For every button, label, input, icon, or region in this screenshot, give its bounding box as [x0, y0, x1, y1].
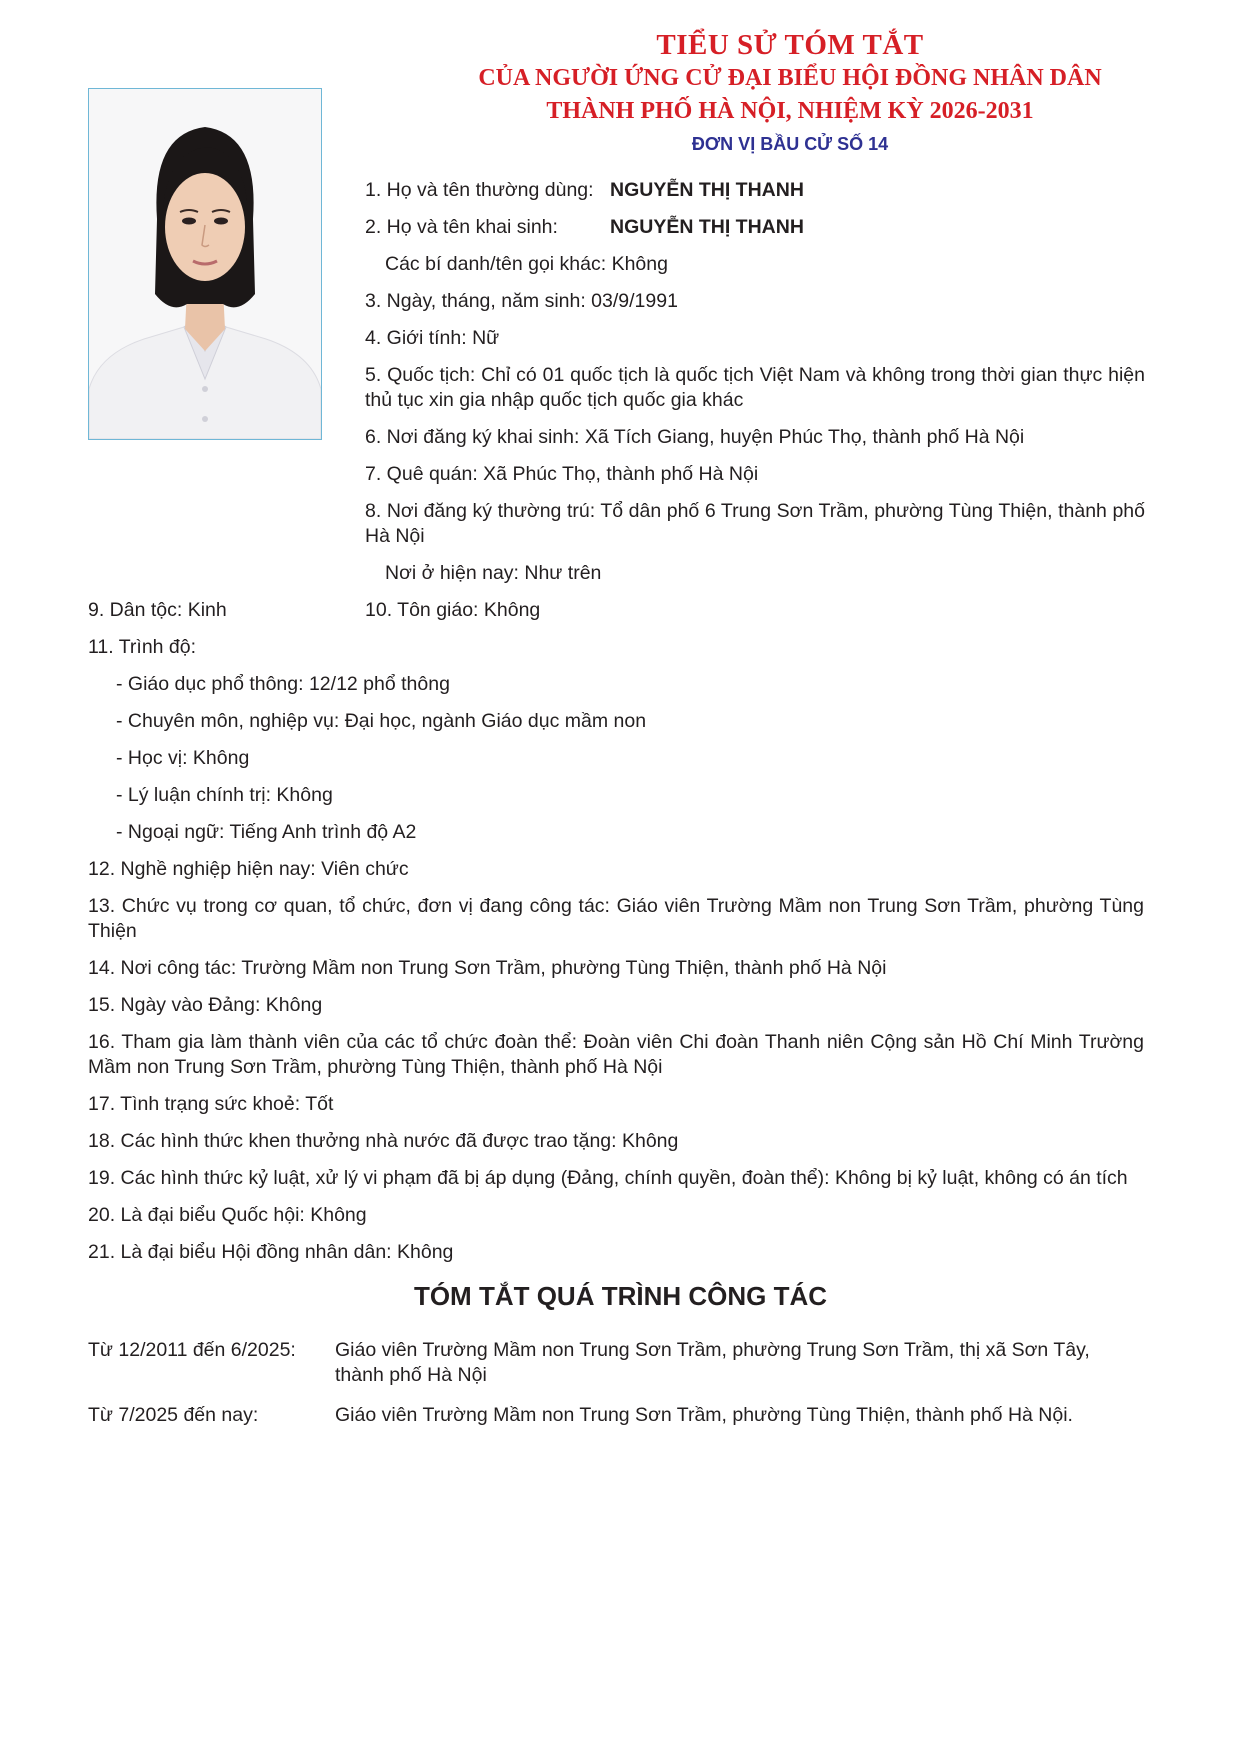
item-8-permanent-residence: 8. Nơi đăng ký thường trú: Tổ dân phố 6 Trung Sơn Trầm, phường Tùng Thiện, thành phố Hà Nội [365, 500, 1145, 547]
item-17-health: 17. Tình trạng sức khoẻ: Tốt [88, 1093, 334, 1115]
item-2-label: 2. Họ và tên khai sinh: [365, 216, 558, 238]
electoral-unit: ĐƠN VỊ BẦU CỬ SỐ 14 [691, 134, 889, 154]
birth-name-value: NGUYỄN THỊ THANH [610, 216, 804, 238]
item-11-political-theory: - Lý luận chính trị: Không [116, 784, 333, 806]
work-entry-period: Từ 7/2025 đến nay: [88, 1404, 259, 1426]
item-11-general-education: - Giáo dục phổ thông: 12/12 phổ thông [116, 673, 450, 695]
item-9-ethnicity: 9. Dân tộc: Kinh [88, 599, 227, 621]
item-1 [365, 178, 594, 203]
item-1-label: 1. Họ và tên thường dùng: [365, 179, 594, 201]
item-3-birthdate: 3. Ngày, tháng, năm sinh: 03/9/1991 [365, 290, 678, 312]
item-16-organizations: 16. Tham gia làm thành viên của các tổ chức đoàn thể: Đoàn viên Chi đoàn Thanh niên Cộng sản Hồ Chí Minh Trường Mầm non Trung Sơn Trầm, phường Tùng Thiện, thành phố Hà Nội [88, 1031, 1144, 1078]
item-18-awards: 18. Các hình thức khen thưởng nhà nước đã được trao tặng: Không [88, 1130, 679, 1152]
item-14-workplace: 14. Nơi công tác: Trường Mầm non Trung Sơn Trầm, phường Tùng Thiện, thành phố Hà Nội [88, 957, 887, 979]
item-11-degree: - Học vị: Không [116, 747, 250, 769]
document-header [330, 28, 1241, 156]
work-entry-description: Giáo viên Trường Mầm non Trung Sơn Trầm, phường Trung Sơn Trầm, thị xã Sơn Tây, thành phố Hà Nội [335, 1339, 1090, 1386]
item-15-party-date: 15. Ngày vào Đảng: Không [88, 994, 323, 1016]
item-7-hometown: 7. Quê quán: Xã Phúc Thọ, thành phố Hà Nội [365, 463, 759, 485]
item-11-education: 11. Trình độ: [88, 636, 197, 658]
work-entry-period: Từ 12/2011 đến 6/2025: [88, 1339, 296, 1361]
document-subtitle-term: THÀNH PHỐ HÀ NỘI, NHIỆM KỲ 2026-2031 [546, 98, 1034, 124]
alias-line: Các bí danh/tên gọi khác: Không [385, 253, 668, 275]
item-2 [365, 215, 558, 240]
item-13-position: 13. Chức vụ trong cơ quan, tổ chức, đơn vị đang công tác: Giáo viên Trường Mầm non Trung Sơn Trầm, phường Tùng Thiện [88, 895, 1144, 942]
item-10-religion: 10. Tôn giáo: Không [365, 599, 541, 621]
item-21-peoples-council: 21. Là đại biểu Hội đồng nhân dân: Không [88, 1241, 454, 1263]
item-20-national-assembly: 20. Là đại biểu Quốc hội: Không [88, 1204, 367, 1226]
item-11-specialization: - Chuyên môn, nghiệp vụ: Đại học, ngành Giáo dục mầm non [116, 710, 647, 732]
item-12-occupation: 12. Nghề nghiệp hiện nay: Viên chức [88, 858, 409, 880]
item-4-gender: 4. Giới tính: Nữ [365, 327, 500, 349]
item-6-birth-registration: 6. Nơi đăng ký khai sinh: Xã Tích Giang, huyện Phúc Thọ, thành phố Hà Nội [365, 426, 1025, 448]
current-residence: Nơi ở hiện nay: Như trên [385, 562, 602, 584]
document-title: TIỂU SỬ TÓM TẮT [656, 29, 924, 61]
item-11-foreign-language: - Ngoại ngữ: Tiếng Anh trình độ A2 [116, 821, 417, 843]
item-19-discipline: 19. Các hình thức kỷ luật, xử lý vi phạm đã bị áp dụng (Đảng, chính quyền, đoàn thể): Không bị kỷ luật, không có án tích [88, 1167, 1128, 1189]
work-history-title: TÓM TẮT QUÁ TRÌNH CÔNG TÁC [413, 1281, 828, 1311]
document-subtitle: CỦA NGƯỜI ỨNG CỬ ĐẠI BIỂU HỘI ĐỒNG NHÂN DÂN [478, 65, 1102, 91]
item-5-nationality: 5. Quốc tịch: Chỉ có 01 quốc tịch là quốc tịch Việt Nam và không trong thời gian thực hiện thủ tục xin gia nhập quốc tịch quốc gia khác [365, 364, 1145, 411]
candidate-portrait [88, 88, 322, 440]
common-name-value: NGUYỄN THỊ THANH [610, 179, 804, 201]
work-entry-description: Giáo viên Trường Mầm non Trung Sơn Trầm, phường Tùng Thiện, thành phố Hà Nội. [335, 1404, 1073, 1426]
